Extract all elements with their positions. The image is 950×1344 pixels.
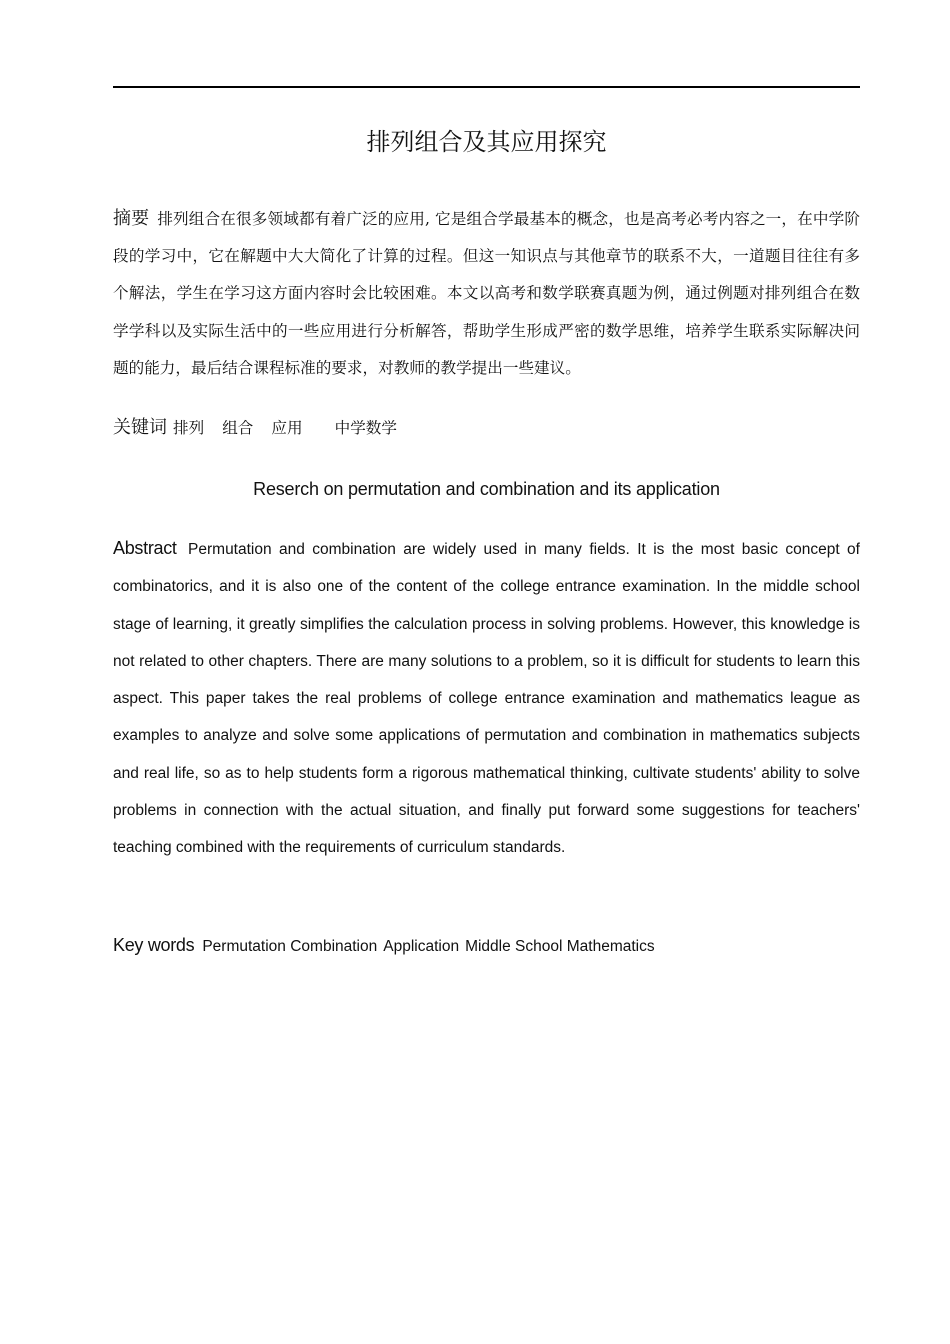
english-abstract	[113, 530, 860, 867]
chinese-keyword: 中学数学	[334, 419, 397, 437]
english-keywords	[113, 928, 860, 964]
english-keywords-label: Key words	[113, 935, 195, 955]
english-title: Reserch on permutation and combination and its application	[253, 479, 720, 499]
english-keyword: Middle School Mathematics	[465, 938, 655, 955]
chinese-title: 排列组合及其应用探究	[366, 128, 607, 156]
english-keyword: Application	[383, 938, 460, 955]
english-abstract-text: Permutation and combination are widely used in many fields. It is the most basic concept of combinatorics, and it is also one of the content of the college entrance examination. In the middle school stage of learning, it greatly simplifies the calculation process in solving problems. However, this knowledge is not related to other chapters. There are many solutions to a problem, so it is difficult for students to learn this aspect. This paper takes the real problems of college entrance examination and mathematics league as examples to analyze and solve some applications of permutation and combination in mathematics subjects and real life, so as to help students form a rigorous mathematical thinking, cultivate students' ability to solve problems in connection with the actual situation, and finally put forward some suggestions for teachers' teaching combined with the requirements of curriculum standards.	[113, 541, 860, 857]
english-abstract-label: Abstract	[113, 538, 177, 558]
chinese-abstract-label: 摘要	[113, 208, 150, 229]
chinese-keyword: 排列	[173, 419, 205, 437]
chinese-keywords	[113, 410, 860, 446]
header-rule	[113, 86, 860, 88]
english-keyword: Permutation Combination	[202, 938, 378, 955]
chinese-abstract-text: 排列组合在很多领域都有着广泛的应用, 它是组合学最基本的概念，也是高考必考内容之一，在中学阶段的学习中，它在解题中大大简化了计算的过程。但这一知识点与其他章节的联系不大，一道题目往往有多个解法，学生在学习这方面内容时会比较困难。本文以高考和数学联赛真题为例，通过例题对排列组合在数学学科以及实际生活中的一些应用进行分析解答，帮助学生形成严密的数学思维，培养学生联系实际解决问题的能力，最后结合课程标准的要求，对教师的教学提出一些建议。	[113, 210, 861, 377]
chinese-abstract	[113, 200, 860, 387]
chinese-keywords-label: 关键词	[113, 417, 167, 438]
chinese-keyword: 组合	[222, 419, 254, 437]
chinese-keyword: 应用	[271, 419, 303, 437]
